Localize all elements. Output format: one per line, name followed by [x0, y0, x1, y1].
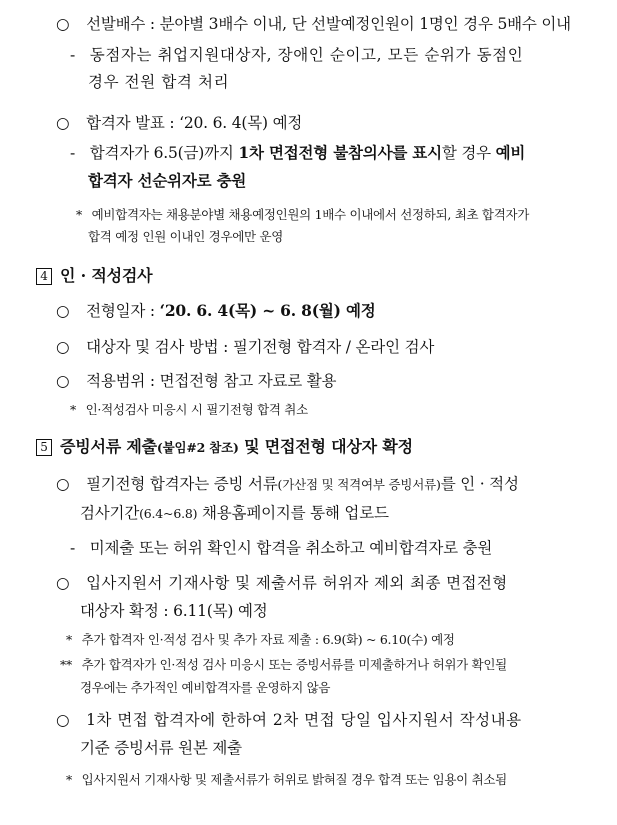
dash-bullet-icon: -: [70, 46, 76, 64]
additional-note-2-cont: 경우에는 추가적인 예비합격자를 운영하지 않음: [80, 680, 331, 695]
selection-ratio-text: 선발배수 : 분야별 3배수 이내, 단 선발예정인원이 1명인 경우 5배수 이내: [86, 15, 571, 33]
absence-line: [70, 143, 525, 163]
tie-rule-text: 동점자는 취업지원대상자, 장애인 순이고, 모든 순위가 동점인: [89, 46, 524, 64]
exam-date-line: [56, 301, 376, 321]
section-4-title: 인 · 적성검사: [60, 266, 153, 285]
final-candidate-line: [56, 573, 508, 593]
announcement-text: 합격자 발표 : ‘20. 6. 4(목) 예정: [86, 114, 303, 132]
section-4-heading: [36, 265, 152, 287]
circle-bullet-icon: ○: [56, 114, 70, 132]
circle-bullet-icon: ○: [56, 372, 70, 390]
additional-note-2: [60, 655, 507, 675]
circle-bullet-icon: ○: [56, 302, 70, 320]
scope-text: 적용범위 : 면접전형 참고 자료로 활용: [86, 372, 337, 390]
circle-bullet-icon: ○: [56, 338, 70, 356]
upload-text-a: 필기전형 합격자는 증빙 서류: [86, 475, 278, 493]
additional-note-1-text: 추가 합격자 인·적성 검사 및 추가 자료 제출 : 6.9(화) ~ 6.10(수) 예정: [81, 632, 455, 647]
original-docs-text: 1차 면접 합격자에 한하여 2차 면접 당일 입사지원서 작성내용: [86, 711, 522, 729]
final-candidate-cont: 대상자 확정 : 6.11(목) 예정: [80, 602, 268, 620]
additional-note-2-text: 추가 합격자가 인·적성 검사 미응시 또는 증빙서류를 미제출하거나 허위가 확인될: [81, 657, 507, 672]
false-docs-note: [66, 770, 507, 790]
reserve-note: [76, 205, 529, 225]
asterisk-icon: *: [66, 632, 72, 647]
section-5-title-c: 및 면접전형 대상자 확정: [238, 437, 413, 456]
cancel-text: 미제출 또는 허위 확인시 합격을 취소하고 예비합격자로 충원: [89, 539, 493, 557]
absence-text-a: 합격자가 6.5(금)까지: [89, 144, 239, 162]
upload-text-b: (가산점 및 적격여부 증빙서류): [277, 477, 441, 492]
additional-note-1: [66, 630, 455, 650]
aptitude-note: [70, 400, 308, 420]
section-5-heading: [36, 436, 413, 459]
circle-bullet-icon: ○: [56, 15, 70, 33]
absence-text-c: 할 경우: [441, 144, 496, 162]
final-candidate-text: 입사지원서 기재사항 및 제출서류 허위자 제외 최종 면접전형: [86, 574, 508, 592]
absence-text-d: 예비: [495, 143, 526, 162]
target-method-text: 대상자 및 검사 방법 : 필기전형 합격자 / 온라인 검사: [86, 338, 435, 356]
section-5-title-a: 증빙서류 제출: [60, 437, 157, 456]
upload-cont-a: 검사기간: [80, 504, 140, 522]
section-number-badge: 4: [36, 268, 52, 285]
asterisk-icon: *: [70, 402, 76, 417]
asterisk-icon: *: [76, 207, 82, 222]
dash-bullet-icon: -: [70, 539, 76, 557]
upload-cont-c: 채용홈페이지를 통해 업로드: [197, 504, 389, 522]
exam-date-label: 전형일자 :: [86, 302, 160, 320]
tie-rule-line: [70, 45, 523, 65]
absence-cont: 합격자 선순위자로 충원: [88, 171, 247, 190]
reserve-note-text: 예비합격자는 채용분야별 채용예정인원의 1배수 이내에서 선정하되, 최초 합격자가: [91, 207, 530, 222]
cancel-line: [70, 538, 492, 558]
upload-text-c: 를 인 · 적성: [440, 475, 519, 493]
bullet-selection-ratio: [56, 14, 571, 34]
bullet-announcement: [56, 113, 302, 133]
circle-bullet-icon: ○: [56, 711, 70, 729]
asterisk-icon: *: [66, 772, 72, 787]
reserve-note-cont: 합격 예정 인원 이내인 경우에만 운영: [88, 229, 283, 244]
scope-line: [56, 371, 336, 391]
tie-rule-cont: 경우 전원 합격 처리: [88, 73, 230, 91]
false-docs-note-text: 입사지원서 기재사항 및 제출서류가 허위로 밝혀질 경우 합격 또는 임용이 취소됨: [81, 772, 507, 787]
absence-text-b: 1차 면접전형 불참의사를 표시: [238, 143, 442, 162]
original-docs-line: [56, 710, 522, 730]
upload-line: [56, 474, 519, 495]
section-number-badge: 5: [36, 439, 52, 456]
section-5-title-b: (붙임#2 참조): [156, 440, 239, 455]
aptitude-note-text: 인·적성검사 미응시 시 필기전형 합격 취소: [85, 402, 308, 417]
dash-bullet-icon: -: [70, 144, 76, 162]
upload-cont-b: (6.4~6.8): [139, 506, 198, 521]
original-docs-cont: 기준 증빙서류 원본 제출: [80, 739, 242, 757]
circle-bullet-icon: ○: [56, 574, 70, 592]
target-method-line: [56, 337, 434, 357]
upload-cont: [80, 503, 389, 524]
exam-date-value: ‘20. 6. 4(목) ~ 6. 8(월) 예정: [159, 301, 376, 320]
double-asterisk-icon: **: [60, 657, 72, 672]
circle-bullet-icon: ○: [56, 475, 70, 493]
